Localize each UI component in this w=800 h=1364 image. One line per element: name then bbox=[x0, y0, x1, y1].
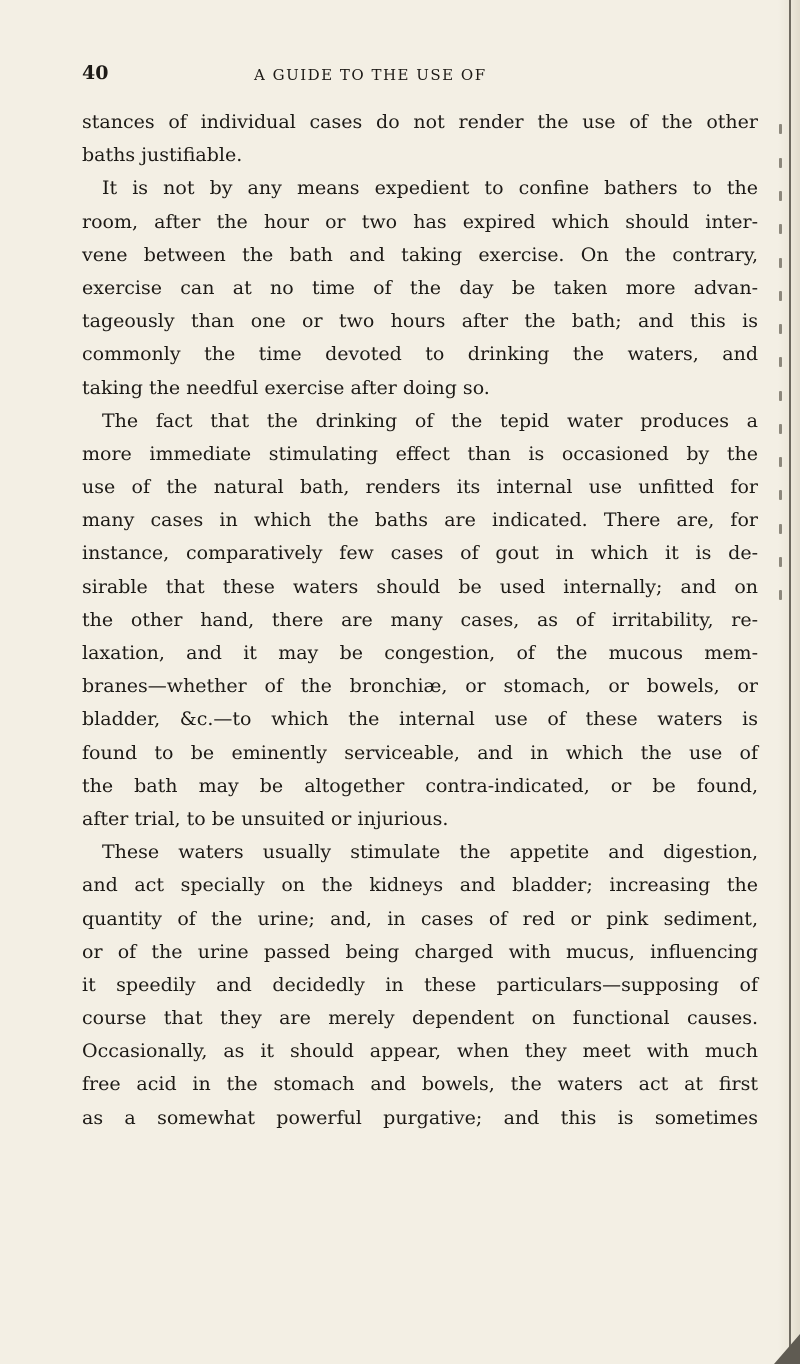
text-line: exercise can at no time of the day be taken more advan- bbox=[82, 276, 758, 299]
bleed-through-mark bbox=[779, 291, 782, 301]
text-line: course that they are merely dependent on functional causes. bbox=[82, 1007, 758, 1030]
text-line: instance, comparatively few cases of gout in which it is de- bbox=[82, 542, 758, 565]
text-line: it speedily and decidedly in these particulars—supposing of bbox=[82, 973, 758, 996]
bleed-through-mark bbox=[779, 124, 782, 134]
bleed-through-mark bbox=[779, 158, 782, 168]
bleed-through-mark bbox=[779, 524, 782, 534]
text-line: These waters usually stimulate the appetite and digestion, bbox=[102, 841, 758, 864]
text-line: free acid in the stomach and bowels, the waters act at first bbox=[82, 1073, 758, 1096]
text-line: use of the natural bath, renders its internal use unfitted for bbox=[82, 476, 758, 499]
text-line: baths justifiable. bbox=[82, 144, 243, 167]
bleed-through-mark bbox=[779, 424, 782, 434]
page-edge-rule bbox=[789, 0, 791, 1364]
text-line: and act specially on the kidneys and bladder; increasing the bbox=[82, 874, 758, 897]
text-line: It is not by any means expedient to confine bathers to the bbox=[102, 177, 758, 200]
bleed-through-mark bbox=[779, 490, 782, 500]
text-line: or of the urine passed being charged with mucus, influencing bbox=[82, 940, 758, 963]
page-number: 40 bbox=[82, 62, 109, 84]
text-line: after trial, to be unsuited or injurious. bbox=[82, 807, 449, 830]
text-line: The fact that the drinking of the tepid water produces a bbox=[102, 409, 758, 432]
bleed-through-mark bbox=[779, 224, 782, 234]
bleed-through-mark bbox=[779, 391, 782, 401]
bleed-through-mark bbox=[779, 557, 782, 567]
text-line: laxation, and it may be congestion, of the mucous mem- bbox=[82, 642, 758, 664]
page-header bbox=[82, 62, 762, 90]
bleed-through-mark bbox=[779, 258, 782, 268]
bleed-through-mark bbox=[779, 590, 782, 600]
bleed-through-mark bbox=[779, 324, 782, 334]
text-line: sirable that these waters should be used internally; and on bbox=[82, 575, 758, 598]
text-line: commonly the time devoted to drinking the waters, and bbox=[82, 343, 758, 366]
text-line: more immediate stimulating effect than is occasioned by the bbox=[82, 442, 758, 465]
text-line: the other hand, there are many cases, as of irritability, re- bbox=[82, 608, 758, 631]
text-line: found to be eminently serviceable, and in which the use of bbox=[82, 741, 758, 764]
adjacent-page-edge bbox=[778, 0, 800, 1364]
bleed-through-mark bbox=[779, 457, 782, 467]
text-line: the bath may be altogether contra-indicated, or be found, bbox=[82, 774, 758, 797]
text-line: Occasionally, as it should appear, when they meet with much bbox=[82, 1040, 758, 1063]
text-line: many cases in which the baths are indicated. There are, for bbox=[82, 509, 758, 532]
text-line: bladder, &c.—to which the internal use of these waters is bbox=[82, 708, 758, 731]
bleed-through-mark bbox=[779, 191, 782, 201]
text-line: stances of individual cases do not render the use of the other bbox=[82, 111, 758, 133]
text-line: vene between the bath and taking exercise. On the contrary, bbox=[82, 243, 758, 266]
text-line: as a somewhat powerful purgative; and this is sometimes bbox=[82, 1106, 758, 1129]
text-line: branes—whether of the bronchiæ, or stomach, or bowels, or bbox=[82, 675, 758, 698]
running-head: A GUIDE TO THE USE OF bbox=[254, 66, 487, 84]
body-text bbox=[82, 106, 758, 1135]
text-line: tageously than one or two hours after the bath; and this is bbox=[82, 310, 758, 333]
text-line: room, after the hour or two has expired which should inter- bbox=[82, 210, 758, 233]
bleed-through-mark bbox=[779, 357, 782, 367]
text-line: taking the needful exercise after doing so. bbox=[82, 376, 490, 399]
text-line: quantity of the urine; and, in cases of red or pink sediment, bbox=[82, 907, 758, 930]
